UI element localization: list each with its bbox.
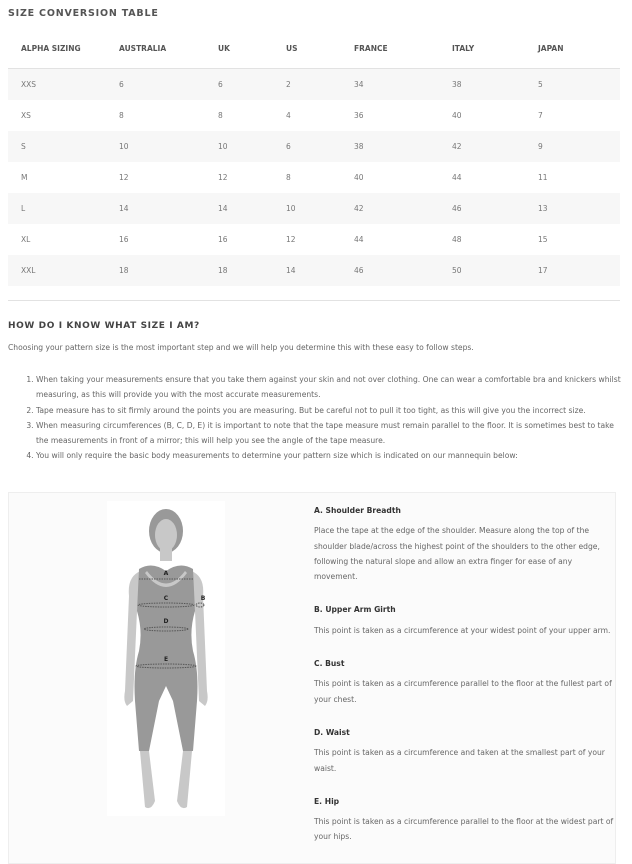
measurement-text: Place the tape at the edge of the shoulder. Measure along the top of the shoulder blade/across the highest point of the shoulders to the other edge, following the natural slope and allow an extra finger for ease of any movement. <box>314 526 600 582</box>
table-cell: S <box>21 142 26 151</box>
step-item: 4. You will only require the basic body measurements to determine your pattern size which is indicated on our mannequin below: <box>36 448 626 463</box>
table-cell: 8 <box>119 111 124 120</box>
guide-heading: HOW DO I KNOW WHAT SIZE I AM? <box>8 321 200 331</box>
step-item: 1. When taking your measurements ensure that you take them against your skin and not over clothing. One can wear a comfortable bra and knickers whilst measuring, as this will provide you with the most accurate measurements. <box>36 372 626 403</box>
table-cell: 42 <box>452 142 462 151</box>
table-cell: 38 <box>354 142 364 151</box>
table-cell: XS <box>21 111 31 120</box>
table-row <box>8 131 620 162</box>
measurement-title: D. Waist <box>314 727 350 737</box>
label-a: A <box>163 570 169 577</box>
table-cell: 4 <box>286 111 291 120</box>
table-cell: 36 <box>354 111 364 120</box>
table-cell: 42 <box>354 204 364 213</box>
table-cell: 13 <box>538 204 548 213</box>
table-cell: XL <box>21 235 31 244</box>
column-header: ALPHA SIZING <box>8 28 119 69</box>
steps-list <box>28 372 626 464</box>
column-header: ITALY <box>452 28 538 69</box>
table-cell: 44 <box>354 235 364 244</box>
table-cell: L <box>21 204 26 213</box>
table-header-row <box>8 28 620 69</box>
measurement-text: This point is taken as a circumference at your widest point of your upper arm. <box>314 625 611 635</box>
label-e: E <box>163 656 169 663</box>
table-cell: 6 <box>218 80 223 89</box>
measurement-text: This point is taken as a circumference and taken at the smallest part of your waist. <box>314 748 605 773</box>
measurement-descriptions <box>314 503 614 863</box>
column-header: AUSTRALIA <box>119 28 218 69</box>
table-cell: 14 <box>286 266 296 275</box>
column-header: UK <box>218 28 286 69</box>
table-cell: 6 <box>286 142 291 151</box>
table-cell: 6 <box>119 80 124 89</box>
table-cell: 18 <box>119 266 129 275</box>
table-row <box>8 193 620 224</box>
table-cell: 16 <box>119 235 129 244</box>
table-cell: 8 <box>218 111 223 120</box>
column-header: JAPAN <box>538 28 620 69</box>
table-row <box>8 100 620 131</box>
table-row <box>8 255 620 286</box>
table-cell: 12 <box>218 173 228 182</box>
table-cell: 46 <box>354 266 364 275</box>
label-c: C <box>163 595 169 602</box>
measurement-text: This point is taken as a circumference parallel to the floor at the widest part of your hips. <box>314 817 614 842</box>
table-cell: 48 <box>452 235 462 244</box>
table-cell: 8 <box>286 173 291 182</box>
table-cell: 34 <box>354 80 364 89</box>
label-b: B <box>200 595 206 602</box>
table-cell: 2 <box>286 80 291 89</box>
table-cell: 10 <box>286 204 296 213</box>
measurement-title: A. Shoulder Breadth <box>314 506 401 515</box>
divider <box>8 300 620 301</box>
table-cell: 40 <box>452 111 462 120</box>
table-cell: M <box>21 173 28 182</box>
table-cell: 17 <box>538 266 548 275</box>
table-cell: 50 <box>452 266 462 275</box>
table-cell: 5 <box>538 80 543 89</box>
table-cell: 12 <box>119 173 129 182</box>
table-row <box>8 162 620 193</box>
table-cell: 12 <box>286 235 296 244</box>
table-cell: XXL <box>21 266 36 275</box>
table-cell: 46 <box>452 204 462 213</box>
table-cell: XXS <box>21 80 37 89</box>
table-row <box>8 224 620 255</box>
measurement-title: E. Hip <box>314 796 340 806</box>
measurement-guide-panel <box>8 492 616 864</box>
table-cell: 10 <box>119 142 129 151</box>
guide-intro: Choosing your pattern size is the most important step and we will help you determine this with these easy to follow steps. <box>8 343 474 352</box>
table-cell: 11 <box>538 173 548 182</box>
table-cell: 38 <box>452 80 462 89</box>
table-cell: 10 <box>218 142 228 151</box>
table-cell: 14 <box>119 204 129 213</box>
table-cell: 14 <box>218 204 228 213</box>
mannequin-image <box>107 501 225 816</box>
table-title: SIZE CONVERSION TABLE <box>8 8 159 19</box>
table-cell: 15 <box>538 235 548 244</box>
table-cell: 7 <box>538 111 543 120</box>
table-cell: 18 <box>218 266 228 275</box>
table-cell: 9 <box>538 142 543 151</box>
label-d: D <box>163 618 169 625</box>
table-cell: 16 <box>218 235 228 244</box>
size-conversion-table <box>8 28 620 286</box>
table-cell: 40 <box>354 173 364 182</box>
column-header: FRANCE <box>354 28 452 69</box>
table-row <box>8 69 620 101</box>
table-cell: 44 <box>452 173 462 182</box>
measurement-title: B. Upper Arm Girth <box>314 605 396 615</box>
step-item: 3. When measuring circumferences (B, C, D, E) it is important to note that the tape measure must remain parallel to the floor. It is sometimes best to take the measurements in front of a mirror; this will help you see the angle of the tape measure. <box>36 418 626 449</box>
measurement-title: C. Bust <box>314 659 345 669</box>
mannequin-icon <box>107 501 225 816</box>
step-item: 2. Tape measure has to sit firmly around the points you are measuring. But be careful not to pull it too tight, as this will give you the incorrect size. <box>36 403 626 418</box>
measurement-text: This point is taken as a circumference parallel to the floor at the fullest part of your chest. <box>314 679 612 704</box>
column-header: US <box>286 28 354 69</box>
